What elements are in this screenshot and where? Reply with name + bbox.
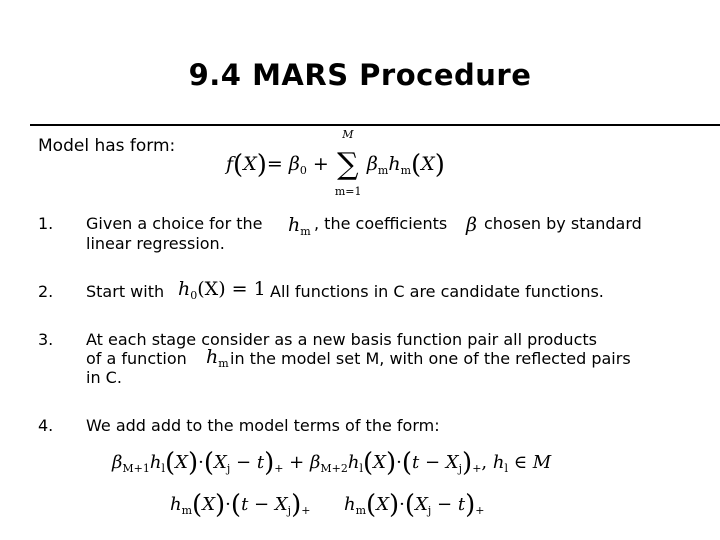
item-1-h-symbol: $h_m$ <box>288 214 311 238</box>
item-1-text-c: , the coefficients <box>314 214 448 233</box>
item-4-text: We add add to the model terms of the form: <box>86 416 440 435</box>
item-3-line1: At each stage consider as a new basis function pair all products <box>86 330 597 349</box>
item-3-line3: in C. <box>86 368 122 387</box>
item-number: 4. <box>38 416 54 435</box>
item-3-h-symbol: $h_m$ <box>206 346 229 370</box>
terms-row-2-right: $h_m(X)\cdot(X_j - t)_+$ <box>344 490 485 520</box>
item-2-text-a: Start with <box>86 282 165 301</box>
item-2-formula: $h_0(X) = 1$ <box>178 278 266 302</box>
terms-row-1: $\beta_{M+1}h_l(X)\cdot(X_j - t)_+ + \beta_{M+2}h_l(X)\cdot(t - X_j)_+$, $h_l$ ∈ M <box>112 448 552 478</box>
item-1-text-d: chosen by standard <box>484 214 642 233</box>
item-1-beta-symbol: β <box>466 214 477 236</box>
main-formula: $f(X)= \beta_0$ + M ∑ m=1 $\beta_mh_m(X)$ <box>226 128 445 198</box>
item-3-line2-b: in the model set M, with one of the reflected pairs <box>230 349 631 368</box>
terms-row-2-left: $h_m(X)\cdot(t - X_j)_+$ <box>170 490 311 520</box>
intro-text: Model has form: <box>38 136 176 156</box>
item-number: 3. <box>38 330 54 349</box>
item-1-text-b: linear regression. <box>86 234 225 253</box>
item-2-text-b: All functions in C are candidate functions. <box>270 282 604 301</box>
item-1-text-a: Given a choice for the <box>86 214 263 233</box>
summation-symbol: M ∑ m=1 <box>334 128 362 198</box>
item-3-line2-a: of a function <box>86 349 187 368</box>
slide-title: 9.4 MARS Procedure <box>188 58 532 92</box>
title-divider <box>30 124 720 126</box>
item-number: 2. <box>38 282 54 301</box>
item-number: 1. <box>38 214 54 233</box>
